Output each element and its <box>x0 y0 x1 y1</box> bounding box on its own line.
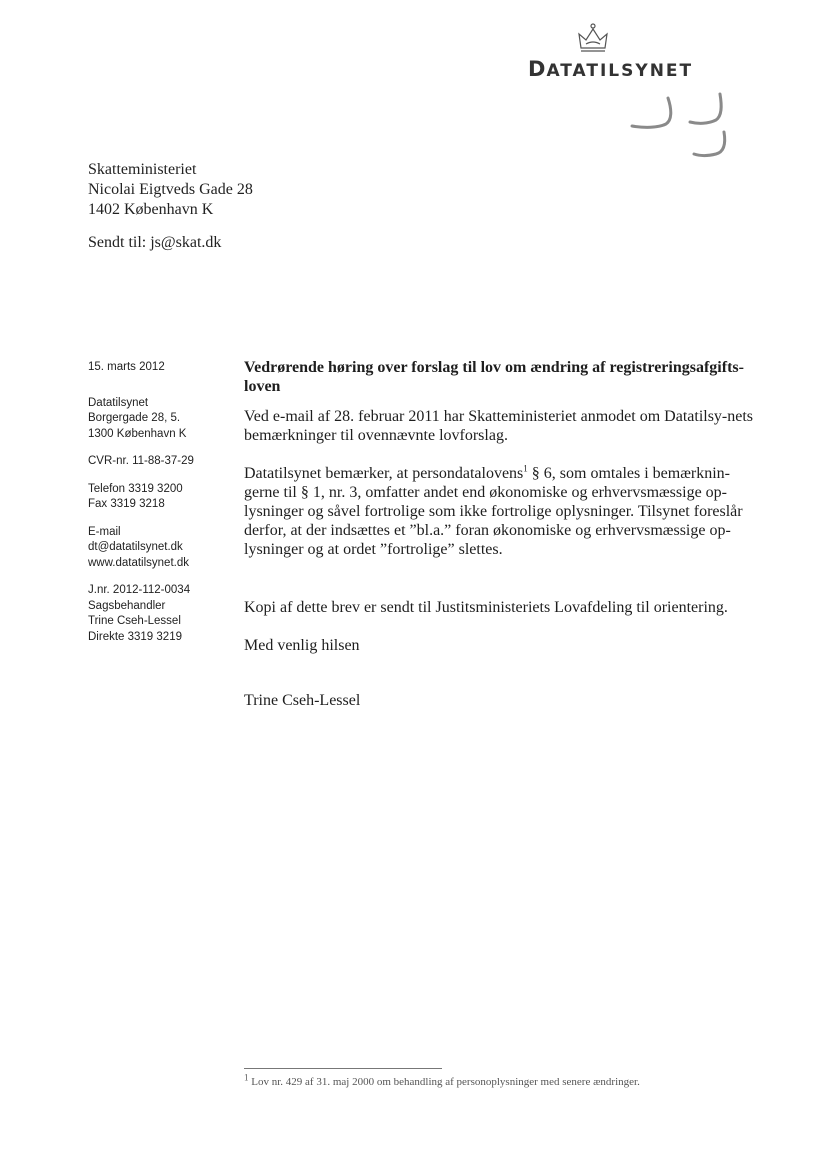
recipient-street: Nicolai Eigtveds Gade 28 <box>88 181 253 198</box>
email-address: dt@datatilsynet.dk <box>88 541 183 553</box>
organization-logo-wordmark: DATATILSYNET <box>528 57 694 81</box>
journal-number: J.nr. 2012-112-0034 <box>88 584 191 596</box>
letter-subject: Vedrørende høring over forslag til lov om ændring af registreringsafgifts-loven <box>244 359 744 395</box>
sender-org: Datatilsynet <box>88 396 149 409</box>
handwritten-marks <box>628 90 738 170</box>
sender-info-column <box>88 360 228 657</box>
direct-phone: Direkte 3319 3219 <box>88 630 182 643</box>
sender-address-line2: 1300 København K <box>88 427 187 440</box>
letter-body <box>244 358 764 729</box>
footnote-ref: 1 <box>523 463 528 474</box>
website: www.datatilsynet.dk <box>88 556 189 569</box>
paragraph-3: Kopi af dette brev er sendt til Justitsministeriets Lovafdeling til orientering. <box>244 599 728 616</box>
crown-logo-icon <box>576 22 610 54</box>
recipient-address <box>88 160 253 220</box>
footnote-divider <box>244 1068 442 1069</box>
signature-name: Trine Cseh-Lessel <box>244 692 361 709</box>
sender-address-line1: Borgergade 28, 5. <box>88 412 181 424</box>
recipient-name: Skatteministeriet <box>88 161 197 178</box>
paragraph-1: Ved e-mail af 28. februar 2011 har Skatteministeriet anmodet om Datatilsy-nets bemærkninger til ovennævnte lovforslag. <box>244 408 754 444</box>
sent-to-line: Sendt til: js@skat.dk <box>88 234 222 251</box>
paragraph-2: Datatilsynet bemærker, at persondatalovens$^1$ § 6, som omtales i bemærknin-gerne til § 1, nr. 3, omfatter andet end økonomiske og erhvervsmæssige op-lysninger og såvel fortrolige som ikke fortrolige oplysninger. Tilsynet foreslår derfor, at der indsættes et ”bl.a.” foran økonomiske og erhvervsmæssige op-lysninger og at ordet ”fortrolige” slettes. <box>244 463 743 558</box>
letter-date: 15. marts 2012 <box>88 361 165 373</box>
phone-number: Telefon 3319 3200 <box>88 482 183 495</box>
fax-number: Fax 3319 3218 <box>88 498 165 510</box>
cvr-number: CVR-nr. 11-88-37-29 <box>88 455 194 467</box>
caseworker-name: Trine Cseh-Lessel <box>88 615 181 627</box>
footnote: $^1$ Lov nr. 429 af 31. maj 2000 om behandling af personoplysninger med senere ændringer. <box>244 1072 640 1088</box>
recipient-city: 1402 København K <box>88 201 214 218</box>
closing: Med venlig hilsen <box>244 637 360 654</box>
email-label: E-mail <box>88 525 121 538</box>
caseworker-label: Sagsbehandler <box>88 599 166 612</box>
